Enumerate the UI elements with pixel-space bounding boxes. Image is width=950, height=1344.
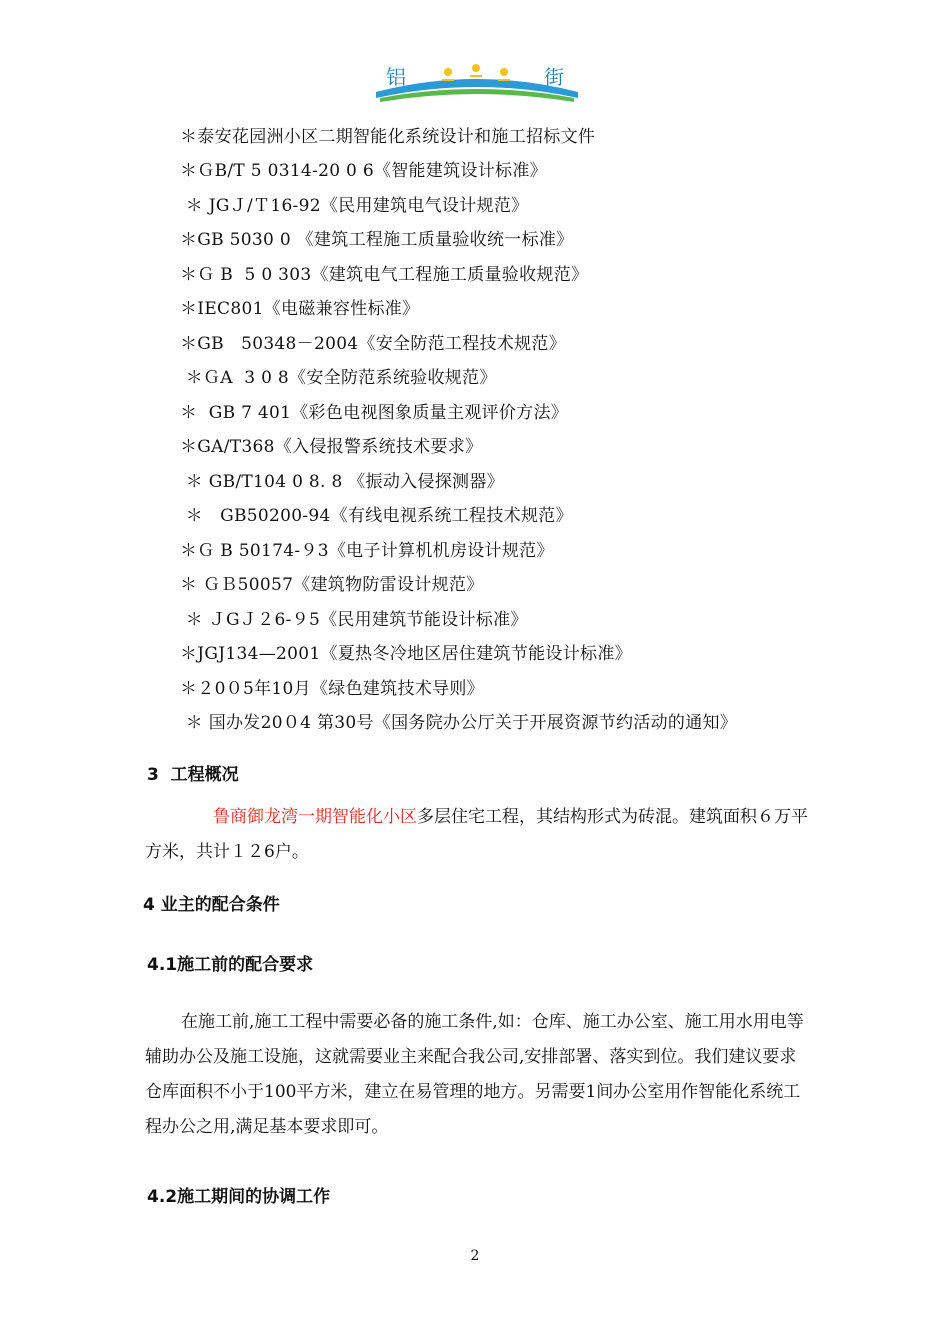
project-name: 鲁商御龙湾一期智能化小区 (213, 807, 417, 827)
reference-item: ＊ GB50200-94《有线电视系统工程技术规范》 (180, 506, 573, 526)
reference-item: ＊JGJ134—2001《夏热冬冷地区居住建筑节能设计标准》 (180, 644, 632, 664)
reference-item: ＊IEC801《电磁兼容性标准》 (180, 299, 420, 319)
reference-item: ＊ GB 7 401《彩色电视图象质量主观评价方法》 (180, 403, 569, 423)
reference-item: ＊ ＧＢ50057《建筑物防雷设计规范》 (180, 575, 484, 595)
reference-item: ＊GB 5030 0 《建筑工程施工质量验收统一标准》 (180, 230, 574, 250)
reference-item: ＊ ＪGＪ２6-９5《民用建筑节能设计标准》 (180, 610, 528, 630)
logo-right-glyph: 街 (544, 65, 564, 89)
reference-item: ＊Ｇ B 50174-９3《电子计算机机房设计规范》 (180, 541, 554, 561)
publisher-logo (372, 58, 582, 106)
reference-item: ＊ＧB/T 5 0314-20 0 6《智能建筑设计标准》 (180, 161, 547, 181)
project-description: 多层住宅工程，其结构形式为砖混。建筑面积６万平方米，共计１２6户。 (145, 807, 808, 862)
section-4-1-paragraph: 在施工前,施工工程中需要必备的施工条件,如：仓库、施工办公室、施工用水用电等辅助办公及施工设施，这就需要业主来配合我公司,安排部署、落实到位。我们建议要求仓库面积不小于100平方米，建立在易管理的地方。另需要1间办公室用作智能化系统工程办公之用,满足基本要求即可。 (145, 1012, 804, 1137)
section-heading-3: 3 工程概况 (147, 765, 239, 785)
reference-item: ＊ JGＪ/Ｔ16-92《民用建筑电气设计规范》 (180, 196, 529, 216)
section-3-paragraph (145, 800, 810, 870)
reference-item: ＊GB 50348－2004《安全防范工程技术规范》 (180, 334, 567, 354)
logo-left-glyph: 铝 (386, 65, 406, 89)
section-heading-4-1: 4.1施工前的配合要求 (147, 955, 314, 975)
reference-item: ＊Ｇ B 5 0 303《建筑电气工程施工质量验收规范》 (180, 265, 589, 285)
reference-item: ＊泰安花园洲小区二期智能化系统设计和施工招标文件 (180, 127, 596, 147)
section-heading-4-2: 4.2施工期间的协调工作 (147, 1187, 331, 1207)
reference-item: ＊ＧA 3 0 8《安全防范系统验收规范》 (180, 368, 497, 388)
reference-item: ＊ 国办发20０4 第30号《国务院办公厅关于开展资源节约活动的通知》 (180, 713, 738, 733)
reference-item: ＊ GB/T104 0 8. 8 《振动入侵探测器》 (180, 472, 504, 492)
page-number: 2 (470, 1248, 480, 1264)
reference-item: ＊GA/T368《入侵报警系统技术要求》 (180, 437, 483, 457)
section-heading-4: 4 业主的配合条件 (143, 895, 280, 915)
reference-item: ＊２0０5年10月《绿色建筑技术导则》 (180, 679, 484, 699)
